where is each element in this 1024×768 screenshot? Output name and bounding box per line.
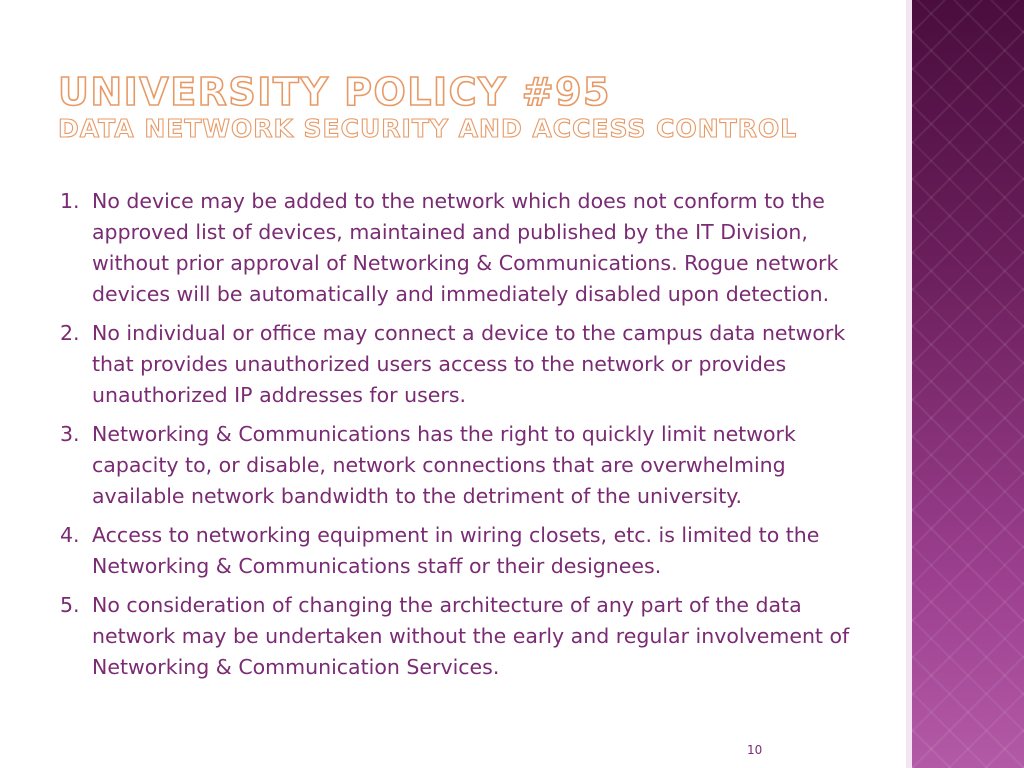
list-item-number: 2. — [60, 321, 80, 345]
list-item-text: No device may be added to the network which does not conform to the approved list of devices, maintained and published by the IT Division, without prior approval of Networking & Communications. Rogue network devices will be automatically and immediately disabled upon detection. — [92, 189, 839, 306]
policy-list — [60, 186, 860, 691]
list-item-text: Networking & Communications has the right to quickly limit network capacity to, or disable, network connections that are overwhelming available network bandwidth to the detriment of the university. — [92, 422, 796, 508]
list-item — [60, 520, 860, 582]
list-item — [60, 419, 860, 512]
list-item — [60, 590, 860, 683]
list-item-number: 1. — [60, 189, 80, 213]
list-item-text: No consideration of changing the architecture of any part of the data network may be undertaken without the early and regular involvement of Networking & Communication Services. — [92, 593, 850, 679]
slide-subtitle: DATA NETWORK SECURITY AND ACCESS CONTROL — [58, 114, 798, 143]
decorative-side-panel — [912, 0, 1024, 768]
list-item-text: Access to networking equipment in wiring closets, etc. is limited to the Networking & Communications staff or their designees. — [92, 523, 820, 578]
list-item — [60, 186, 860, 310]
list-item-number: 3. — [60, 422, 80, 446]
title-block — [58, 70, 898, 144]
list-item — [60, 318, 860, 411]
slide-title: UNIVERSITY POLICY #95 — [58, 70, 611, 114]
list-item-number: 5. — [60, 593, 80, 617]
list-item-number: 4. — [60, 523, 80, 547]
page-number: 10 — [747, 743, 763, 757]
list-item-text: No individual or office may connect a device to the campus data network that provides unauthorized users access to the network or provides unauthorized IP addresses for users. — [92, 321, 846, 407]
